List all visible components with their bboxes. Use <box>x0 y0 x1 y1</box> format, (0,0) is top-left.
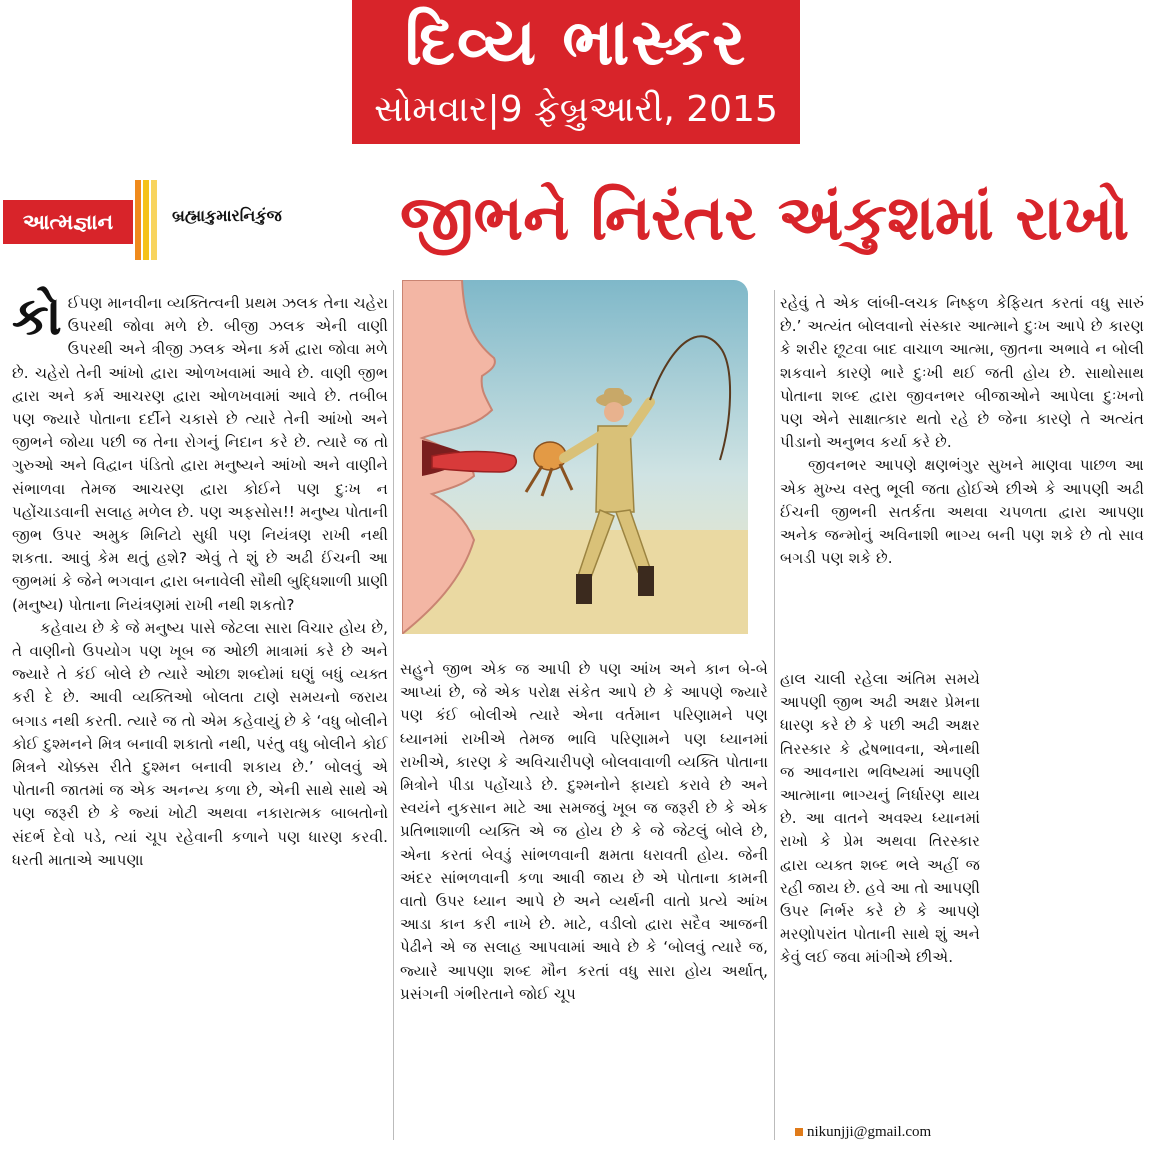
email-text: nikunjji@gmail.com <box>807 1124 932 1140</box>
column-divider <box>393 290 394 1140</box>
section-label: આત્મજ્ઞાન <box>3 200 133 244</box>
headline: જીભને નિરંતર અંકુશમાં રાખો <box>400 181 1130 254</box>
paragraph: હાલ ચાલી રહેલા અંતિમ સમયે આપણી જીભ અઢી અક્ષર પ્રેમના ધારણ કરે છે કે પછી અઢી અક્ષર તિરસ્કાર કે દ્વેષભાવના, એનાથી જ આવનારા ભવિષ્યમાં આપણી આત્માના ભાગ્યનું નિર્ધારણ થાય છે. આ વાતને અવશ્ય ધ્યાનમાં રાખો કે પ્રેમ અથવા તિરસ્કાર દ્વારા વ્યક્ત શબ્દ ભલે અહીં જ રહી જાય છે. હવે આ તો આપણી ઉપર નિર્ભર કરે છે કે આપણે મરણોપરાંત પોતાની સાથે શું અને કેવું લઈ જવા માંગીએ છીએ. <box>780 670 980 967</box>
paragraph-text: ઈપણ માનવીના વ્યક્તિત્વની પ્રથમ ઝલક તેના ચહેરા ઉપરથી જોવા મળે છે. બીજી ઝલક એની વાણી ઉપરથી અને ત્રીજી ઝલક એના કર્મ દ્વારા જોવા મળે છે. ચહેરો તેની આંખો દ્વારા ઓળખવામાં આવે છે. વાણી જીભ દ્વારા અને કર્મ આચરણ દ્વારા ઓળખવામાં આવે છે. તબીબ પણ જ્યારે પોતાના દર્દીને ચકાસે છે ત્યારે તેની આંખો અને જીભને જોયા પછી જ તેના રોગનું નિદાન કરે છે. ત્યારે જ તો ગુરુઓ અને વિદ્વાન પંડિતો દ્વારા મનુષ્યને આંખો અને વાણીને સંભાળવા તેમજ આચરણ દ્વારા કોઈને પણ દુઃખ ન પહોંચાડવાની સલાહ મળેલ છે. પણ અફસોસ!! મનુષ્ય પોતાની જીભ ઉપર અમુક મિનિટો સુધી પણ નિયંત્રણ રાખી નથી શકતા. આવું કેમ થતું હશે? એવું તે શું છે અઢી ઈંચની આ જીભમાં કે જેને ભગવાન દ્વારા બનાવેલી સૌથી બુદ્ધિશાળી પ્રાણી (મનુષ્ય) પોતાના નિયંત્રણમાં રાખી નથી શકતો? <box>12 294 388 614</box>
paragraph: સહુને જીભ એક જ આપી છે પણ આંખ અને કાન બે-બે આપ્યાં છે, જે એક પરોક્ષ સંકેત આપે છે કે આપણે જ્યારે પણ કંઈ બોલીએ ત્યારે એના વર્તમાન પરિણામને પણ ધ્યાનમાં રાખીએ તેમજ ભાવિ પરિણામને પણ ધ્યાનમાં રાખીએ, કારણ કે અવિચારીપણે બોલવાવાળી વ્યક્તિ પોતાના મિત્રોને પીડા પહોંચાડે છે. દુશ્મનોને ફાયદો કરાવે છે અને સ્વયંને નુકસાન માટે આ સમજવું ખૂબ જ જરૂરી છે કે એક પ્રતિભાશાળી વ્યક્તિ એ જ હોય છે કે જે જેટલું બોલે છે, એના કરતાં બેવડું સાંભળવાની ક્ષમતા ધરાવતી હોય. જેની અંદર સાંભળવાની કળા આવી જાય છે એ પોતાના કામની વાતો ઉપર ધ્યાન આપે છે અને વ્યર્થની વાતો પ્રત્યે આંખ આડા કાન કરી નાખે છે. માટે, વડીલો દ્વારા સદૈવ આજની પેઢીને એ જ સલાહ આપવામાં આવે છે કે ‘બોલવું ત્યારે જ, જ્યારે આપણા શબ્દ મૌન કરતાં વધુ સારા હોય અર્થાત્, પ્રસંગની ગંભીરતાને જોઈ ચૂપ <box>400 660 768 1003</box>
article-column-3 <box>780 292 1144 570</box>
column-divider <box>774 290 775 1140</box>
newspaper-name: દિવ્ય ભાસ્કર <box>404 6 748 80</box>
paragraph: રહેવું તે એક લાંબી-લચક નિષ્ફળ કેફિયત કરતાં વધુ સારું છે.’ અત્યંત બોલવાનો સંસ્કાર આત્માને દુઃખ આપે છે કારણ કે શરીર છૂટવા બાદ વાચાળ આત્મા, જીતના અભાવે ન બોલી શકવાને કારણે ભારે દુઃખી થઈ જતી હોય છે. સાથોસાથ પોતાના શબ્દ દ્વારા જીવનભર બીજાઓને આપેલા દુઃખનો પણ એને સાક્ષાત્કાર થતો રહે છે જેના કારણે તે અત્યંત પીડાનો અનુભવ કર્યા કરે છે. <box>780 294 1144 452</box>
paragraph: જીવનભર આપણે ક્ષણભંગુર સુખને માણવા પાછળ આ એક મુખ્ય વસ્તુ ભૂલી જતા હોઈએ છીએ કે આપણી અઢી ઈંચની જીભની સતર્કતા અથવા ચપળતા દ્વારા આપણા અનેક જન્મોનું અવિનાશી ભાગ્ય બની પણ શકે છે તો સાવ બગડી પણ શકે છે. <box>780 456 1144 568</box>
section-stripe-yellow <box>143 180 149 260</box>
author-email <box>795 1124 931 1141</box>
date-line: સોમવાર|9 ફેબ્રુઆરી, 2015 <box>374 89 778 130</box>
article-column-2 <box>400 658 768 1006</box>
article-column-3-continued <box>780 668 980 970</box>
section-label-block <box>3 180 143 260</box>
bullet-square-icon <box>795 1128 803 1136</box>
tongue <box>432 452 516 473</box>
author-byline: બ્રહ્માકુમારનિકુંજ <box>172 206 282 225</box>
article-column-1 <box>12 287 388 872</box>
section-stripe-orange <box>135 180 141 260</box>
drop-cap: કો <box>12 287 62 347</box>
paragraph <box>12 287 388 617</box>
illustration-man-whipping-tongue <box>402 280 748 634</box>
masthead <box>352 0 800 144</box>
paragraph: કહેવાય છે કે જે મનુષ્ય પાસે જેટલા સારા વિચાર હોય છે, તે વાણીનો ઉપયોગ પણ ખૂબ જ ઓછી માત્રામાં કરે છે અને જ્યારે તે કંઈ બોલે છે ત્યારે ઓછા શબ્દોમાં ઘણું બધું વ્યક્ત કરી દે છે. આવી વ્યક્તિઓ બોલતા ટાણે સમયનો જરાય બગાડ નથી કરતી. ત્યારે જ તો એમ કહેવાયું છે કે ‘વધુ બોલીને કોઈ દુશ્મનને મિત્ર બનાવી શકાતો નથી, પરંતુ વધુ બોલીને કોઈ મિત્રને ચોક્કસ રીતે દુશ્મન બનાવી શકાય છે.’ બોલવું એ પોતાની જાતમાં જ એક અનન્ય કળા છે, એની સાથે સાથે એ પણ જરૂરી છે કે જ્યાં ખોટી અથવા નકારાત્મક બાબતોનો સંદર્ભ દેવો પડે, ત્યાં ચૂપ રહેવાની કળાને પણ ધારણ કરવી. ધરતી માતાએ આપણા <box>12 618 388 869</box>
section-stripe-yellow-2 <box>151 180 157 260</box>
